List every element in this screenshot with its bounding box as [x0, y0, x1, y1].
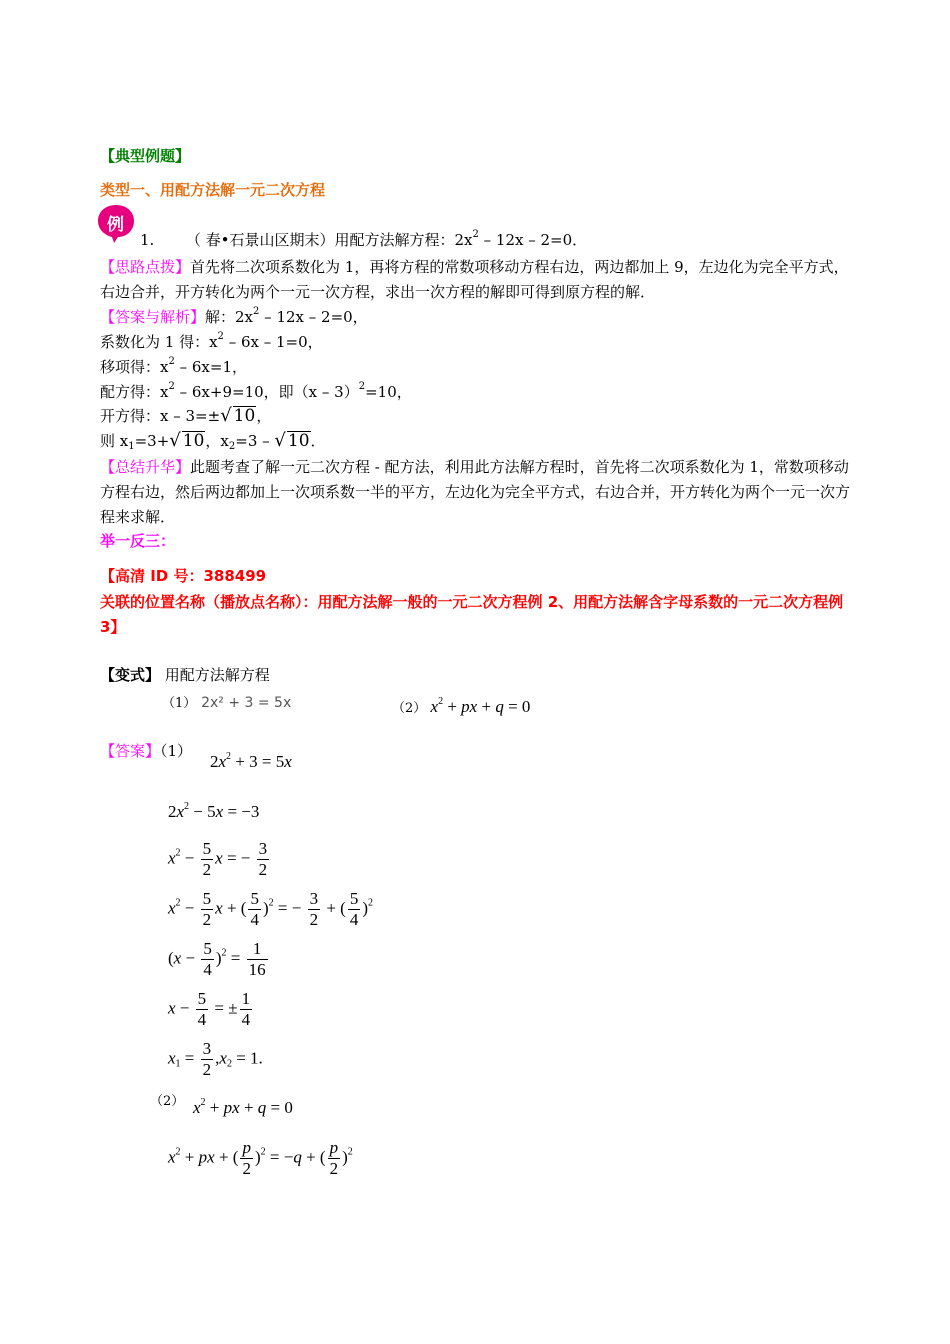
- hd-id: 【高清 ID 号：388499: [100, 567, 267, 585]
- variant-label: 【变式】: [100, 666, 161, 684]
- answer-line-5: 开方得：x – 3=±√ 10，: [100, 405, 272, 426]
- badge-char: 例: [107, 215, 124, 235]
- variant-p1: （1） 2x² + 3 = 5x: [162, 695, 292, 711]
- hint-paragraph: [100, 255, 852, 305]
- answer-label: 【答案与解析】: [100, 308, 206, 326]
- question-number: 1.: [140, 231, 155, 249]
- answer-line-6: 则 $x_1=3+√$ 10，$x_2=3$ – √ 10．: [100, 430, 326, 452]
- question-1: 1. （ 春•石景山区期末）用配方法解方程：$2x^2 - 12x - 2=0$．: [140, 229, 588, 249]
- question-text: （ 春•石景山区期末）用配方法解方程：2x: [185, 231, 473, 249]
- step-7: $x_1$ = $\frac{3}{2}$ $,x_2 = 1$.: [168, 1039, 263, 1079]
- summary-paragraph: [100, 455, 852, 530]
- variant-text: 用配方法解方程: [164, 666, 270, 684]
- step-8: $x^2$ + px + q = 0: [193, 1097, 293, 1117]
- step-9: $x^2$ + px + ( $\frac{p}{2}$ )$^2$ = −q + ( $\frac{p}{2}$ )$^2$: [168, 1138, 353, 1178]
- juyi-label: 举一反三：: [100, 532, 176, 550]
- step-6: x − $\frac{5}{4}$ = ± $\frac{1}{4}$: [168, 989, 251, 1029]
- variant-p2: （2） $x^2$ + px + q = 0: [392, 696, 531, 716]
- answer-line-3: 移项得：$x^2 - 6x=1$，: [100, 356, 247, 376]
- answer-line-1: 【答案与解析】解：$2x^2 - 12x - 2=0$，: [100, 306, 368, 326]
- example-badge-icon: [96, 203, 136, 243]
- step-1: $2x^2 + 3 = 5x$: [210, 751, 292, 771]
- answer-label-2: 【答案】: [100, 742, 161, 760]
- answer-line-4: 配方得：$x^2 - 6x+9=10$，即（x – 3）$^2$=10，: [100, 381, 412, 401]
- hint-text: 首先将二次项系数化为 1，再将方程的常数项移动方程右边，两边都加上 9，左边化为完全平方式，右边合并，开方转化为两个一元一次方程，求出一次方程的解即可得到原方程的解．: [100, 258, 849, 301]
- step-4: $x^2$ − $\frac{5}{2}$ x + ( $\frac{5}{4}$ )$^2$ = − $\frac{3}{2}$ + ( $\frac{5}{4}$ )$^2$: [168, 889, 373, 929]
- step-5: (x − $\frac{5}{4}$ )$^2$ = $\frac{1}{16}$: [168, 939, 266, 979]
- section-heading: 【典型例题】: [100, 147, 191, 165]
- related-points: 关联的位置名称（播放点名称）：用配方法解一般的一元二次方程例 2、用配方法解含字母系数的一元二次方程例 3】: [100, 593, 844, 636]
- variant-line: [100, 664, 270, 685]
- answer-header: 【答案】（1）: [100, 742, 193, 760]
- type-title: 类型一、用配方法解一元二次方程: [100, 181, 326, 199]
- answer-line-2: 系数化为 1 得：$x^2 - 6x - 1=0$，: [100, 331, 323, 351]
- step-2: $2x^2 - 5x = -3$: [168, 801, 260, 821]
- answer-p2-label: （2）: [150, 1094, 185, 1109]
- hint-label: 【思路点拨】: [100, 258, 191, 276]
- summary-text: 此题考查了解一元二次方程 - 配方法，利用此方法解方程时，首先将二次项系数化为 1，常数项移动方程右边，然后两边都加上一次项系数一半的平方，左边化为完全平方式，右边合并，开方转化为两个一元一次方程来求解．: [100, 458, 851, 526]
- summary-label: 【总结升华】: [100, 458, 191, 476]
- step-3: $x^2$ − $\frac{5}{2}$ x = − $\frac{3}{2}$: [168, 839, 268, 879]
